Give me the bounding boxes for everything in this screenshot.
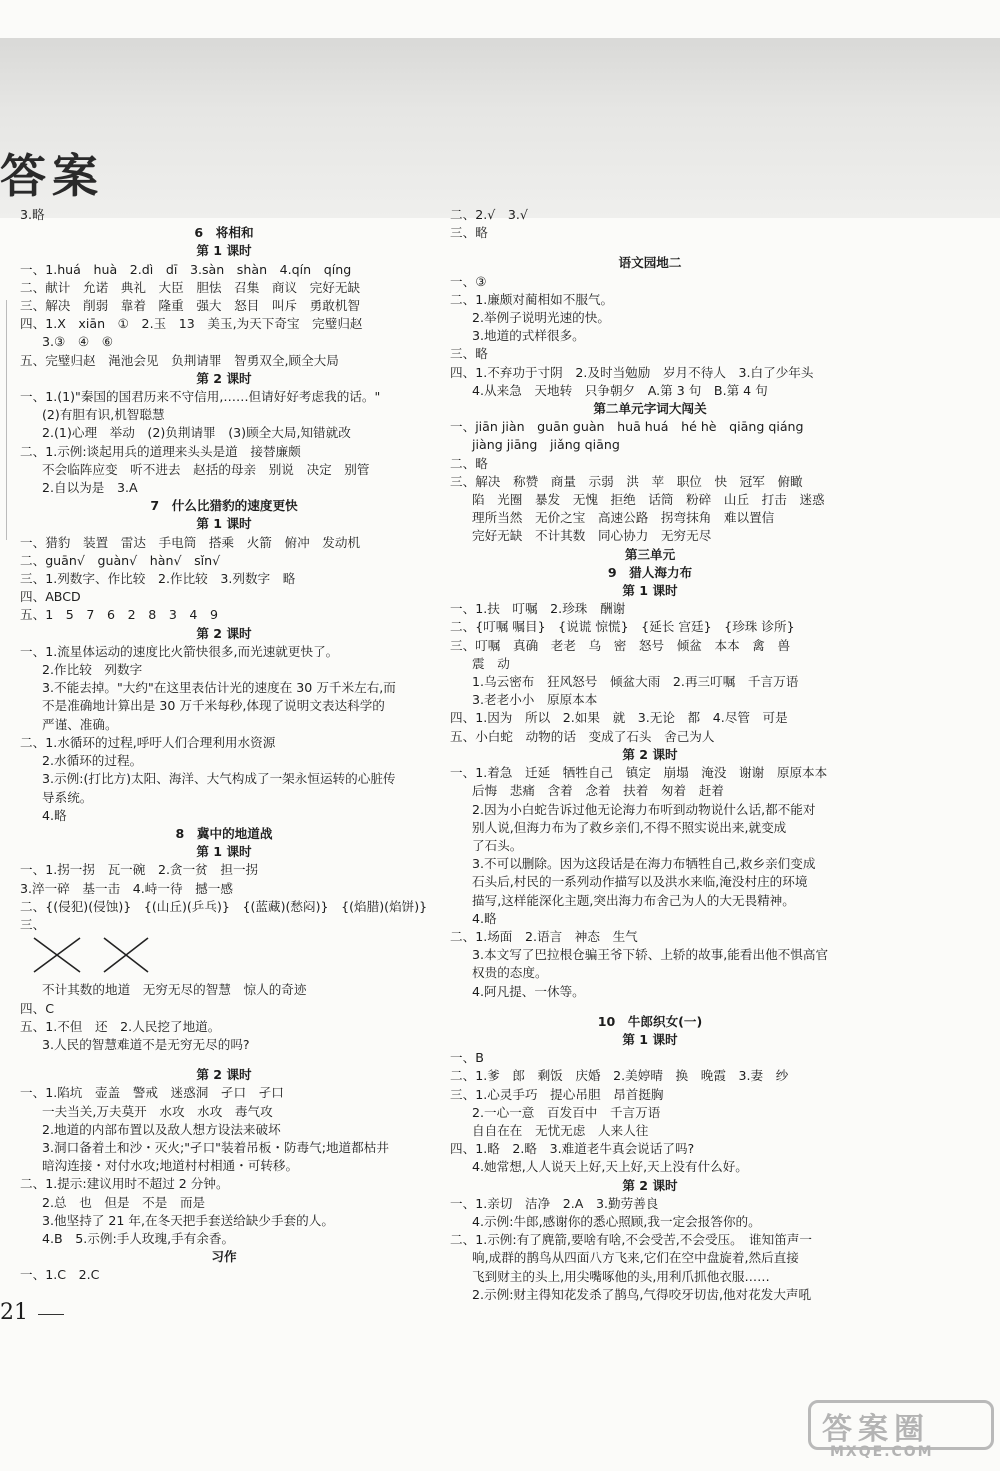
answer-line: 4.示例:牛郎,感谢你的悉心照顾,我一定会报答你的。 — [472, 1213, 761, 1229]
answer-line: 五、小白蛇 动物的话 变成了石头 舍己为人 — [450, 728, 715, 744]
answer-line: 不是准确地计算出是 30 万千米每秒,体现了说明文表达科学的 — [42, 698, 385, 714]
answer-line: 3.地道的式样很多。 — [472, 328, 585, 344]
answer-line: 二、1.廉颇对蔺相如不服气。 — [450, 291, 614, 307]
answer-line: 飞到财主的头上,用尖嘴啄他的头,用利爪抓他衣服…… — [472, 1268, 770, 1284]
answer-line: 震 动 — [472, 655, 510, 671]
section-heading: 第三单元 — [624, 546, 676, 562]
section-heading: 第 1 课时 — [196, 516, 252, 532]
answer-line: 三、解决 称赞 商量 示弱 洪 苹 职位 快 冠军 俯瞰 — [450, 473, 803, 489]
section-heading: 第 2 课时 — [196, 625, 252, 641]
answer-line: 一、猎豹 装置 雷达 手电筒 搭乘 火箭 俯冲 发动机 — [20, 534, 361, 550]
answer-line: 了石头。 — [472, 837, 523, 853]
answer-line: 一、jiān jiàn guān guàn huā huá hé hè qiāng qiáng — [450, 419, 804, 435]
answer-line: 五、1.不但 还 2.人民挖了地道。 — [20, 1018, 221, 1034]
answer-line: 二、1.示例:谈起用兵的道理来头头是道 接替廉颇 — [20, 443, 301, 459]
answer-line: 一、1.扶 叮嘱 2.珍珠 酬谢 — [450, 601, 626, 617]
answer-line: 1.乌云密布 狂风怒号 倾盆大雨 2.再三叮嘱 千言万语 — [472, 674, 799, 690]
answer-line: 理所当然 无价之宝 高速公路 拐弯抹角 难以置信 — [472, 510, 775, 526]
answer-line: 四、1.因为 所以 2.如果 就 3.无论 都 4.尽管 可是 — [450, 710, 788, 726]
watermark-text: 答案圈 — [822, 1412, 930, 1447]
answer-line: 二、guān√ guàn√ hàn√ sǐn√ — [20, 552, 221, 568]
answer-line: 4.B 5.示例:手人玫瑰,手有余香。 — [42, 1230, 235, 1246]
answer-line: 响,成群的鹊鸟从四面八方飞来,它们在空中盘旋着,然后直接 — [472, 1250, 799, 1266]
answer-line: 四、1.不弃功于寸阴 2.及时当勉励 岁月不待人 3.白了少年头 — [450, 364, 814, 380]
answer-line: (2)有胆有识,机智聪慧 — [42, 407, 165, 423]
answer-line: 一、1.流星体运动的速度比火箭快很多,而光速就更快了。 — [20, 643, 339, 659]
answer-line: 3.示例:(打比方)太阳、海洋、大气构成了一架永恒运转的心脏传 — [42, 771, 396, 787]
answer-line: 二、1.爹 郎 剩饭 庆婚 2.美婷晴 换 晚霞 3.妻 纱 — [450, 1068, 789, 1084]
answer-line: 三、 — [20, 916, 46, 932]
answer-line: 二、{(侵犯)(侵蚀)} {(山丘)(乒乓)} {(蓝藏)(愁闷)} {(焰腊)(焰饼)} — [20, 898, 428, 914]
section-heading: 第 2 课时 — [622, 746, 678, 762]
answer-line: 不计其数的地道 无穷无尽的智慧 惊人的奇迹 — [42, 982, 307, 998]
section-heading: 8 冀中的地道战 — [175, 825, 273, 841]
answer-line: 四、ABCD — [20, 589, 81, 605]
answer-line: 4.略 — [42, 807, 67, 823]
spacer — [450, 242, 850, 254]
answer-line: 3.他坚持了 21 年,在冬天把手套送给缺少手套的人。 — [42, 1212, 334, 1228]
answer-line: 不会临阵应变 听不进去 赵括的母亲 别说 决定 别管 — [42, 461, 370, 477]
answer-line: 一、1.huá huà 2.dì dī 3.sàn shàn 4.qín qíng — [20, 261, 352, 277]
answer-line: 二、1.水循环的过程,呼吁人们合理利用水资源 — [20, 734, 276, 750]
section-heading: 语文园地二 — [618, 255, 682, 271]
answer-line: 暗沟连接・对付水攻;地道村村相通・可转移。 — [42, 1158, 299, 1174]
watermark-url: MXQE.COM — [830, 1444, 934, 1460]
page-number-dash — [38, 1314, 64, 1315]
section-heading: 第 1 课时 — [196, 243, 252, 259]
spacer — [450, 1001, 850, 1013]
watermark-logo — [808, 1400, 988, 1462]
matching-lines — [20, 934, 428, 981]
answer-line: 权贵的态度。 — [472, 965, 548, 981]
answer-line: 4.从来急 天地转 只争朝夕 A.第 3 句 B.第 4 句 — [472, 382, 768, 398]
answer-line: 3.略 — [20, 207, 45, 222]
answer-line: 3.本文写了巴拉根仓骗王爷下轿、上轿的故事,能看出他不惧高官 — [472, 947, 829, 963]
answer-line: 一、1.陷坑 壶盖 警戒 迷惑洞 孑口 孑口 — [20, 1085, 284, 1101]
banner-title: 答案 — [0, 149, 104, 203]
answer-line: 2.一心一意 百发百中 千言万语 — [472, 1104, 661, 1120]
section-heading: 10 牛郎织女(一) — [597, 1013, 703, 1029]
section-heading: 第 2 课时 — [196, 370, 252, 386]
fold-line — [6, 300, 21, 540]
answer-line: 描写,这样能深化主题,突出海力布舍己为人的大无畏精神。 — [472, 892, 795, 908]
answer-line: 4.她常想,人人说天上好,天上好,天上没有什么好。 — [472, 1159, 748, 1175]
right-answer-column — [450, 206, 850, 1304]
answer-line: 一、1.(1)"秦国的国君历来不守信用,……但请好好考虑我的话。" — [20, 389, 381, 405]
answer-line: 二、2.√ 3.√ — [450, 207, 528, 222]
answer-line: 五、完璧归赵 渑池会见 负荆请罪 智勇双全,顾全大局 — [20, 352, 339, 368]
answer-line: 四、1.略 2.略 3.难道老牛真会说话了吗? — [450, 1141, 695, 1157]
answer-line: 后悔 悲痛 含着 念着 扶着 匆着 赶着 — [472, 783, 724, 799]
answer-line: 二、1.示例:有了麂箭,要啥有啥,不会受苦,不会受压。 谁知笛声一 — [450, 1232, 812, 1248]
section-heading: 7 什么比猎豹的速度更快 — [150, 498, 298, 514]
answer-line: 3.洞口备着土和沙・灭火;"孑口"装着吊板・防毒气;地道都枯井 — [42, 1139, 389, 1155]
answer-line: 3.③ ④ ⑥ — [42, 334, 114, 350]
answer-line: 完好无缺 不计其数 同心协力 无穷无尽 — [472, 528, 712, 544]
answer-line: 二、1.场面 2.语言 神态 生气 — [450, 928, 638, 944]
answer-line: 石头后,村民的一系列动作描写以及洪水来临,淹没村庄的环境 — [472, 874, 808, 890]
answer-line: 2.水循环的过程。 — [42, 753, 143, 769]
answer-line: 陷 光圈 暴发 无愧 拒绝 话筒 粉碎 山丘 打击 迷惑 — [472, 492, 825, 508]
answer-line: 五、1 5 7 6 2 8 3 4 9 — [20, 607, 219, 623]
answer-line: 2.示例:财主得知花发杀了鹊鸟,气得咬牙切齿,他对花发大声吼 — [472, 1286, 812, 1302]
answer-line: 4.阿凡提、一休等。 — [472, 983, 585, 999]
answer-line: 三、叮嘱 真确 老老 乌 密 怒号 倾盆 本本 禽 兽 — [450, 637, 791, 653]
answer-line: 一、1.C 2.C — [20, 1267, 100, 1283]
section-heading: 第二单元字词大闯关 — [593, 401, 707, 417]
spacer — [20, 1054, 428, 1066]
answer-line: 二、{叮嘱 嘱目} {说谎 惊慌} {延长 宫廷} {珍珠 诊所} — [450, 619, 795, 635]
section-heading: 第 1 课时 — [622, 1031, 678, 1047]
section-heading: 第 1 课时 — [196, 844, 252, 860]
answer-line: 2.自以为是 3.A — [42, 480, 138, 496]
section-heading: 第 2 课时 — [622, 1177, 678, 1193]
answer-line: 3.不可以删除。因为这段话是在海力布牺牲自己,救乡亲们变成 — [472, 856, 816, 872]
answer-line: 别人说,但海力布为了救乡亲们,不得不照实说出来,就变成 — [472, 819, 787, 835]
answer-line: 2.地道的内部布置以及敌人想方设法来破坏 — [42, 1121, 281, 1137]
answer-line: 四、C — [20, 1000, 54, 1016]
answer-line: 3.老老小小 原原本本 — [472, 692, 598, 708]
answer-line: 四、1.X xiān ① 2.玉 13 美玉,为天下奇宝 完璧归赵 — [20, 316, 363, 332]
answer-line: 3.不能去掉。"大约"在这里表估计光的速度在 30 万千米左右,而 — [42, 680, 396, 696]
answer-line: 二、略 — [450, 455, 488, 471]
section-heading: 9 猎人海力布 — [607, 564, 693, 580]
answer-line: 严谨、准确。 — [42, 716, 118, 732]
cross-lines-icon — [20, 934, 160, 976]
answer-line: 导系统。 — [42, 789, 93, 805]
left-answer-column — [20, 206, 428, 1285]
answer-line: 三、解决 削弱 靠着 隆重 强大 怒目 叫斥 勇敢机智 — [20, 298, 361, 314]
answer-line: 2.举例子说明光速的快。 — [472, 310, 610, 326]
answer-line: 二、1.提示:建议用时不超过 2 分钟。 — [20, 1176, 229, 1192]
answer-line: 一、1.拐一拐 瓦一碗 2.贪一贫 担一拐 — [20, 862, 259, 878]
answer-line: 2.作比较 列数字 — [42, 662, 143, 678]
answer-line: 一、B — [450, 1050, 484, 1066]
answer-line: 3.人民的智慧难道不是无穷无尽的吗? — [42, 1036, 250, 1052]
answer-line: 2.因为小白蛇告诉过他无论海力布听到动物说什么话,都不能对 — [472, 801, 816, 817]
answer-line: 一、③ — [450, 273, 487, 289]
answer-line: 三、略 — [450, 346, 488, 362]
answer-line: jiàng jiāng jiǎng qiāng — [472, 437, 620, 453]
answer-line: 一、1.着急 迁延 牺牲自己 镇定 崩塌 淹没 谢谢 原原本本 — [450, 765, 828, 781]
section-heading: 第 2 课时 — [196, 1067, 252, 1083]
answer-line: 2.(1)心理 举动 (2)负荆请罪 (3)顾全大局,知错就改 — [42, 425, 351, 441]
section-heading: 习作 — [211, 1249, 237, 1265]
section-heading: 第 1 课时 — [622, 583, 678, 599]
answer-line: 三、略 — [450, 225, 488, 241]
answer-line: 自自在在 无忧无虑 人来人往 — [472, 1122, 649, 1138]
answer-line: 一、1.亲切 洁净 2.A 3.勤劳善良 — [450, 1195, 659, 1211]
answer-line: 二、献计 允诺 典礼 大臣 胆怯 召集 商议 完好无缺 — [20, 279, 361, 295]
answer-line: 三、1.心灵手巧 提心吊胆 昂首挺胸 — [450, 1086, 664, 1102]
answer-line: 一夫当关,万夫莫开 水攻 水攻 毒气攻 — [42, 1103, 273, 1119]
page-number: 21 — [0, 1300, 28, 1325]
answer-line: 4.略 — [472, 910, 497, 926]
answer-line: 3.淬一碎 基一击 4.峙一待 撼一感 — [20, 880, 233, 896]
answer-line: 2.总 也 但是 不是 而是 — [42, 1194, 206, 1210]
scan-header-band — [0, 38, 1000, 218]
answer-line: 三、1.列数字、作比较 2.作比较 3.列数字 略 — [20, 571, 296, 587]
section-heading: 6 将相和 — [194, 225, 254, 241]
